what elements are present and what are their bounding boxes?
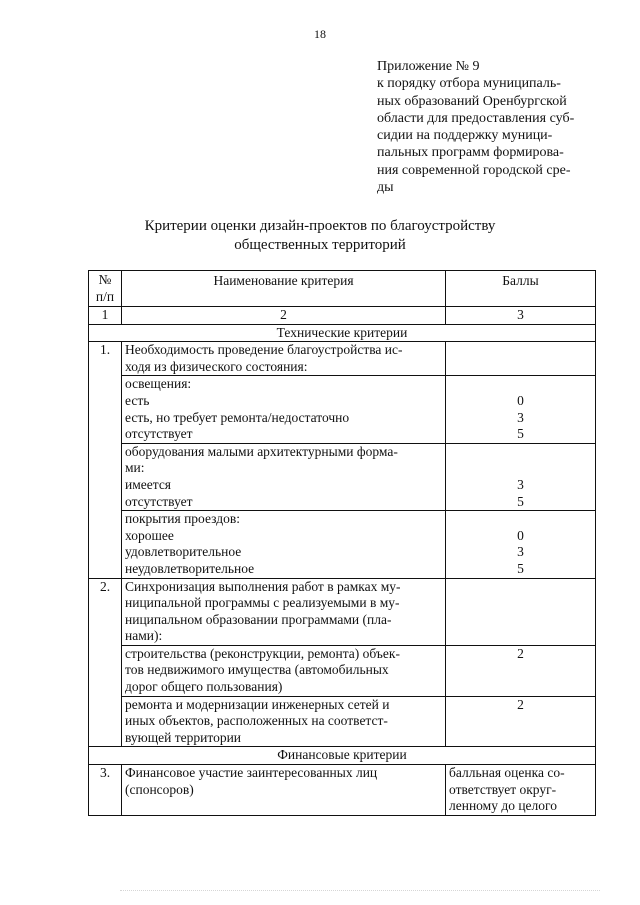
text-line: Необходимость проведение благоустройства ис- [125, 342, 403, 358]
table-row [89, 696, 596, 747]
header-num [89, 271, 122, 307]
criterion-title [122, 765, 446, 816]
title-line: Критерии оценки дизайн-проектов по благоустройству [144, 218, 496, 234]
option-text: имеется [125, 476, 172, 492]
criteria-table [88, 270, 596, 816]
score-cell [446, 645, 596, 696]
page-number: 18 [314, 27, 326, 41]
subgroup-label: ми: [125, 460, 145, 476]
option-text: неудовлетворительное [125, 560, 255, 576]
col-number: 3 [446, 307, 596, 325]
criterion-title [122, 342, 446, 376]
text-line: строительства (реконструкции, ремонта) объек- [125, 645, 400, 661]
score-text: ленному до целого [449, 798, 557, 814]
text-line: нами): [125, 628, 163, 644]
subgroup-label: оборудования малыми архитектурными форма- [125, 443, 398, 459]
text-line: ниципальном образовании программами (пла- [125, 611, 392, 627]
criterion-title [122, 578, 446, 645]
header-num-text: № п/п [95, 272, 115, 304]
column-number-row [89, 307, 596, 325]
text-line: иных объектов, расположенных на соответст- [125, 713, 388, 729]
document-title [100, 217, 540, 254]
score-cell [446, 376, 596, 443]
criterion-subgroup [122, 376, 446, 443]
appendix-line: сидии на поддержку муници- [377, 128, 553, 144]
option-text: есть, но требует ремонта/недостаточно [125, 409, 350, 425]
score-cell [446, 511, 596, 578]
option-text: удовлетворительное [125, 544, 242, 560]
score-value: 3 [517, 476, 524, 492]
option-text: отсутствует [125, 493, 193, 509]
option-text: отсутствует [125, 426, 193, 442]
appendix-line: области для предоставления суб- [377, 110, 575, 126]
header-score: Баллы [446, 271, 596, 307]
score-value: 5 [517, 493, 524, 509]
section-title: Финансовые критерии [89, 747, 596, 765]
score-cell [446, 342, 596, 376]
criterion-subgroup [122, 511, 446, 578]
score-value: 2 [517, 696, 524, 712]
col-number: 2 [122, 307, 446, 325]
table-row [89, 645, 596, 696]
table-row [89, 342, 596, 376]
row-number: 3. [89, 765, 122, 816]
criterion-subitem [122, 645, 446, 696]
text-line: Финансовое участие заинтересованных лиц [125, 765, 378, 781]
score-value: 2 [517, 645, 524, 661]
text-line: (спонсоров) [125, 781, 194, 797]
row-number: 1. [89, 342, 122, 578]
text-line: ходя из физического состояния: [125, 358, 308, 374]
table-row [89, 376, 596, 443]
text-line: ниципальной программы с реализуемыми в му- [125, 595, 400, 611]
table-row [89, 511, 596, 578]
table-row [89, 765, 596, 816]
score-value: 3 [517, 409, 524, 425]
score-cell [446, 765, 596, 816]
section-title: Технические критерии [89, 324, 596, 342]
section-row-technical [89, 324, 596, 342]
score-value: 0 [517, 527, 524, 543]
score-text: балльная оценка со- [449, 765, 565, 781]
row-number: 2. [89, 578, 122, 747]
score-cell [446, 443, 596, 510]
score-value: 5 [517, 426, 524, 442]
table-row [89, 443, 596, 510]
score-value: 0 [517, 392, 524, 408]
appendix-line: ды [377, 180, 394, 196]
score-value: 3 [517, 544, 524, 560]
text-line: дорог общего пользования) [125, 679, 283, 695]
subgroup-label: покрытия проездов: [125, 511, 240, 527]
option-text: есть [125, 392, 150, 408]
appendix-line: пальных программ формирова- [377, 145, 564, 161]
header-name: Наименование критерия [122, 271, 446, 307]
scan-artifact-line [120, 890, 600, 894]
appendix-line: к порядку отбора муниципаль- [377, 76, 561, 92]
subgroup-label: освещения: [125, 376, 192, 392]
appendix-line: Приложение № 9 [377, 59, 480, 74]
option-text: хорошее [125, 527, 174, 543]
score-text: ответствует округ- [449, 781, 557, 797]
col-number: 1 [89, 307, 122, 325]
table-row [89, 578, 596, 645]
score-cell [446, 696, 596, 747]
appendix-line: ния современной городской сре- [377, 162, 571, 178]
title-line: общественных территорий [234, 236, 406, 253]
appendix-header [377, 58, 602, 196]
text-line: ремонта и модернизации инженерных сетей и [125, 696, 390, 712]
text-line: Синхронизация выполнения работ в рамках му- [125, 578, 401, 594]
text-line: тов недвижимого имущества (автомобильных [125, 662, 389, 678]
criterion-subgroup [122, 443, 446, 510]
text-line: вующей территории [125, 729, 242, 745]
section-row-financial [89, 747, 596, 765]
criterion-subitem [122, 696, 446, 747]
score-cell [446, 578, 596, 645]
table-header-row [89, 271, 596, 307]
score-value: 5 [517, 560, 524, 576]
appendix-line: ных образований Оренбургской [377, 93, 567, 109]
